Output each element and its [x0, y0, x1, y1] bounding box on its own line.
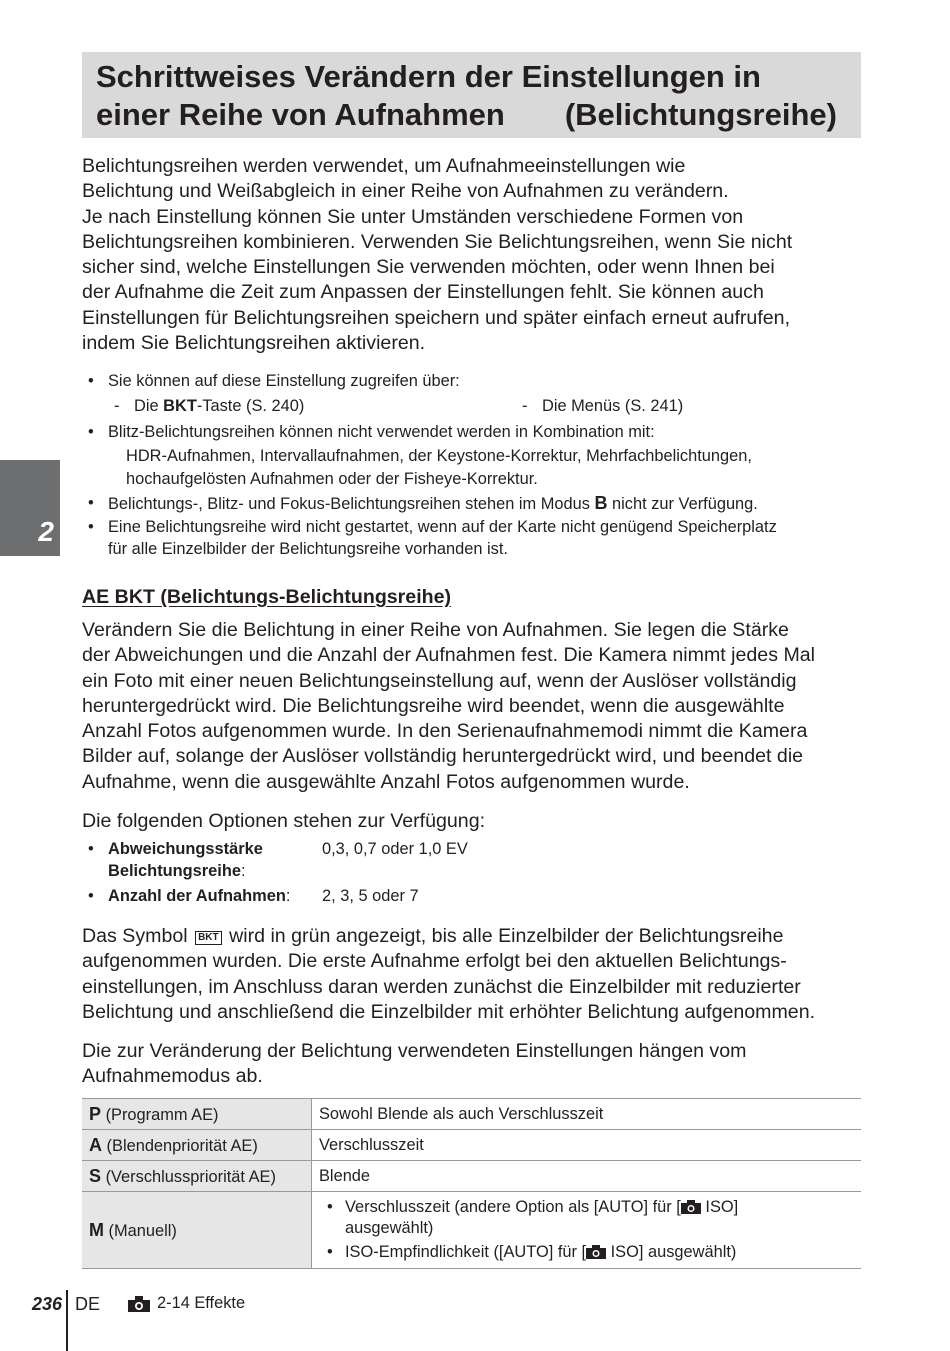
mode-table	[82, 1098, 861, 1269]
ae-line: der Abweichungen und die Anzahl der Aufnahmen fest. Die Kamera nimmt jedes Mal	[82, 644, 816, 667]
language-code: DE	[75, 1294, 101, 1314]
manual-item2-a: ISO-Empfindlichkeit ([AUTO] für [	[345, 1243, 587, 1261]
note-flash: Blitz-Belichtungsreihen können nicht verwendet werden in Kombination mit:	[108, 423, 655, 441]
list-item	[319, 1242, 854, 1263]
note-mode-b-pre: Belichtungs-, Blitz- und Fokus-Belichtungsreihen stehen im Modus	[108, 495, 595, 513]
ae-bkt-paragraph	[82, 618, 862, 795]
page-title-line2	[96, 96, 861, 134]
manual-item2-b: ISO] ausgewählt)	[606, 1243, 737, 1261]
bullet: •	[88, 494, 94, 512]
bullet: •	[88, 423, 94, 441]
intro-line: Belichtung und Weißabgleich in einer Reihe von Aufnahmen zu verändern.	[82, 180, 729, 203]
intro-line: indem Sie Belichtungsreihen aktivieren.	[82, 332, 426, 355]
option-deviation-label-2-text: Belichtungsreihe	[108, 862, 241, 880]
page-title-tag: (Belichtungsreihe)	[564, 97, 837, 132]
note-flash-sub2: hochaufgelösten Aufnahmen oder der Fisheye-Korrektur.	[126, 470, 538, 488]
symbol-line3: einstellungen, im Anschluss daran werden zunächst die Einzelbilder mit reduzierter	[82, 975, 801, 998]
option-deviation-label: Abweichungsstärke	[108, 840, 263, 858]
mode-value	[312, 1192, 862, 1269]
note-access-button	[134, 395, 304, 419]
page-title-line2-text: einer Reihe von Aufnahmen	[96, 97, 505, 132]
table-row	[82, 1192, 861, 1269]
manual-item1-a: Verschlusszeit (andere Option als [AUTO] für [	[345, 1198, 681, 1216]
symbol-line2: aufgenommen wurden. Die erste Aufnahme erfolgt bei den aktuellen Belichtungs-	[82, 950, 787, 973]
bkt-icon: BKT	[195, 931, 222, 945]
mode-value: Sowohl Blende als auch Verschlusszeit	[312, 1099, 862, 1130]
option-count-label-text: Anzahl der Aufnahmen	[108, 887, 286, 905]
camera-icon	[681, 1200, 701, 1214]
mode-b-letter: B	[594, 493, 608, 513]
mode-cell	[82, 1161, 312, 1192]
footer-divider	[66, 1290, 68, 1351]
note-card-line1: Eine Belichtungsreihe wird nicht gestartet, wenn auf der Karte nicht genügend Speicherplatz	[108, 518, 777, 536]
intro-line: Einstellungen für Belichtungsreihen speichern und später einfach erneut aufrufen,	[82, 306, 791, 329]
manual-item1-c: ausgewählt)	[345, 1219, 434, 1237]
mode-intro-line: Die zur Veränderung der Belichtung verwendeten Einstellungen hängen vom	[82, 1040, 747, 1062]
ae-line: Aufnahme, wenn die ausgewählte Anzahl Fotos aufgenommen wurde.	[82, 770, 690, 793]
options-intro	[82, 809, 862, 834]
dash: -	[114, 397, 120, 415]
options-list	[82, 838, 862, 913]
option-count-label: Anzahl der Aufnahmen:	[108, 887, 291, 905]
ae-line: Bilder auf, solange der Auslöser vollständig heruntergedrückt wird, und beendet die	[82, 745, 804, 768]
option-deviation-label-2: Belichtungsreihe:	[108, 862, 246, 880]
table-row	[82, 1161, 861, 1192]
ae-line: Verändern Sie die Belichtung in einer Reihe von Aufnahmen. Sie legen die Stärke	[82, 619, 789, 641]
options-intro-text: Die folgenden Optionen stehen zur Verfügung:	[82, 810, 486, 832]
mode-value: Verschlusszeit	[312, 1130, 862, 1161]
mode-name: (Programm AE)	[101, 1105, 219, 1124]
page-footer	[0, 1290, 950, 1351]
chapter-number: 2	[38, 516, 54, 547]
mode-letter: M	[89, 1219, 104, 1240]
mode-value: Blende	[312, 1161, 862, 1192]
chapter-tab	[0, 460, 60, 556]
intro-line: Je nach Einstellung können Sie unter Umständen verschiedene Formen von	[82, 205, 744, 228]
ae-line: Anzahl Fotos aufgenommen wurde. In den Serienaufnahmemodi nimmt die Kamera	[82, 720, 808, 743]
intro-line: der Aufnahme die Zeit zum Anpassen der Einstellungen fehlt. Sie können auch	[82, 281, 764, 304]
option-count-value: 2, 3, 5 oder 7	[322, 887, 419, 905]
mode-letter: A	[89, 1134, 102, 1155]
ae-line: ein Foto mit einer neuen Belichtungseinstellung auf, wenn der Auslöser vollständig	[82, 669, 797, 692]
mode-name: (Manuell)	[104, 1221, 177, 1240]
symbol-paragraph	[82, 924, 862, 1025]
mode-cell	[82, 1099, 312, 1130]
table-row	[82, 1130, 861, 1161]
mode-name: (Blendenpriorität AE)	[102, 1136, 258, 1155]
mode-intro	[82, 1039, 862, 1090]
list-item	[319, 1197, 854, 1239]
mode-cell	[82, 1130, 312, 1161]
manual-mode-list	[319, 1197, 854, 1263]
mode-letter: S	[89, 1165, 102, 1186]
manual-item1-b: ISO]	[700, 1198, 739, 1216]
note-mode-b	[108, 492, 758, 517]
symbol-line4: Belichtung und anschließend die Einzelbilder mit erhöhter Belichtung aufgenommen.	[82, 1000, 816, 1023]
note-access-button-post: -Taste (S. 240)	[196, 397, 305, 415]
table-row	[82, 1099, 861, 1130]
camera-icon	[586, 1245, 606, 1259]
mode-name: (Verschlusspriorität AE)	[101, 1167, 276, 1186]
note-mode-b-post: nicht zur Verfügung.	[607, 495, 758, 513]
section-heading: AE BKT (Belichtungs-Belichtungsreihe)	[82, 586, 452, 608]
symbol-line1	[82, 924, 862, 949]
bullet: •	[327, 1243, 333, 1261]
intro-line: Belichtungsreihen kombinieren. Verwenden Sie Belichtungsreihen, wenn Sie nicht	[82, 230, 793, 253]
mode-letter: P	[89, 1103, 102, 1124]
intro-line: Belichtungsreihen werden verwendet, um Aufnahmeeinstellungen wie	[82, 155, 686, 177]
page-title-box	[82, 52, 861, 138]
page-title-line1: Schrittweises Verändern der Einstellungen in	[96, 59, 761, 94]
symbol-line1-post: wird in grün angezeigt, bis alle Einzelbilder der Belichtungsreihe	[223, 925, 784, 947]
option-deviation-value: 0,3, 0,7 oder 1,0 EV	[322, 840, 468, 858]
note-flash-sub1: HDR-Aufnahmen, Intervallaufnahmen, der Keystone-Korrektur, Mehrfachbelichtungen,	[126, 447, 752, 465]
intro-paragraph	[82, 154, 862, 356]
bullet: •	[327, 1198, 333, 1216]
note-card-line2: für alle Einzelbilder der Belichtungsreihe vorhanden ist.	[108, 540, 508, 558]
bullet: •	[88, 840, 94, 858]
mode-cell	[82, 1192, 312, 1269]
bkt-label: BKT	[163, 397, 197, 415]
bullet: •	[88, 372, 94, 390]
note-access-menu: Die Menüs (S. 241)	[542, 397, 684, 415]
mode-intro-line: Aufnahmemodus ab.	[82, 1065, 263, 1088]
bullet: •	[88, 887, 94, 905]
page-number: 236	[32, 1294, 63, 1314]
camera-icon	[128, 1296, 150, 1312]
symbol-line1-pre: Das Symbol	[82, 925, 194, 947]
intro-line: sicher sind, welche Einstellungen Sie verwenden möchten, oder wenn Ihnen bei	[82, 256, 775, 279]
ae-line: heruntergedrückt wird. Die Belichtungsreihe wird beendet, wenn die ausgewählte	[82, 694, 785, 717]
notes-list	[82, 370, 862, 560]
dash: -	[522, 397, 528, 415]
footer-reference: 2-14 Effekte	[157, 1294, 246, 1312]
note-access: Sie können auf diese Einstellung zugreifen über:	[108, 372, 460, 390]
bullet: •	[88, 518, 94, 536]
note-access-button-pre: Die	[134, 397, 164, 415]
